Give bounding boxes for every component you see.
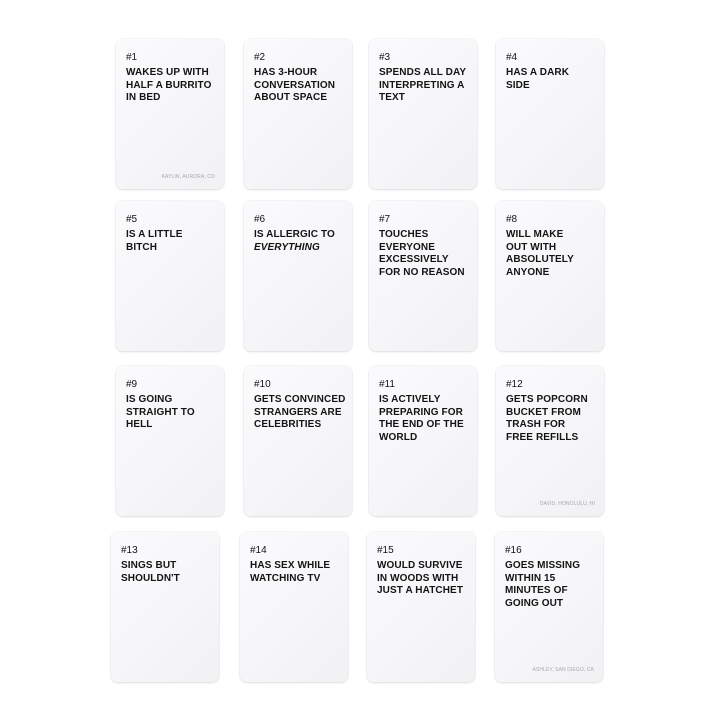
card-credit: DAVID, HONOLULU, HI — [539, 501, 595, 507]
card-number: #3 — [379, 52, 391, 63]
card-1[interactable] — [116, 39, 224, 189]
card-text: HAS 3-HOUR CONVERSATION ABOUT SPACE — [254, 67, 336, 104]
card-text: HAS A DARK SIDE — [506, 67, 570, 91]
card-number: #9 — [126, 379, 138, 390]
card-14[interactable] — [240, 532, 348, 682]
card-number: #12 — [506, 379, 523, 390]
card-5[interactable] — [116, 201, 224, 351]
card-text — [254, 229, 342, 254]
card-2[interactable] — [244, 39, 352, 189]
card-7[interactable] — [369, 201, 477, 351]
card-8[interactable] — [496, 201, 604, 351]
card-number: #14 — [250, 545, 267, 556]
card-text: IS GOING STRAIGHT TO HELL — [126, 394, 195, 431]
card-9[interactable] — [116, 366, 224, 516]
card-number: #4 — [506, 52, 518, 63]
card-number: #10 — [254, 379, 271, 390]
card-number: #6 — [254, 214, 266, 225]
card-10[interactable] — [244, 366, 352, 516]
card-number: #11 — [379, 379, 395, 390]
card-12[interactable] — [496, 366, 604, 516]
card-text: GETS CONVINCED STRANGERS ARE CELEBRITIES — [254, 394, 346, 431]
card-text-main: IS ALLERGIC TO — [254, 229, 335, 240]
card-number: #2 — [254, 52, 266, 63]
card-text-emphasis: EVERYTHING — [254, 241, 320, 253]
card-number: #1 — [126, 52, 138, 63]
card-text: IS ACTIVELY PREPARING FOR THE END OF THE WORLD — [379, 394, 464, 443]
card-number: #8 — [506, 214, 518, 225]
card-text: HAS SEX WHILE WATCHING TV — [250, 560, 331, 584]
card-credit: KAYLIN, AURORA, CO — [161, 174, 215, 180]
card-number: #15 — [377, 545, 394, 556]
card-number: #7 — [379, 214, 391, 225]
card-15[interactable] — [367, 532, 475, 682]
card-text: SPENDS ALL DAY INTERPRETING A TEXT — [379, 67, 466, 104]
card-6[interactable] — [244, 201, 352, 351]
card-credit: ASHLEY, SAN DIEGO, CA — [532, 667, 594, 673]
card-text: WOULD SURVIVE IN WOODS WITH JUST A HATCHET — [377, 560, 464, 597]
card-16[interactable] — [495, 532, 603, 682]
card-text: WAKES UP WITH HALF A BURRITO IN BED — [126, 67, 212, 104]
card-13[interactable] — [111, 532, 219, 682]
card-text: GETS POPCORN BUCKET FROM TRASH FOR FREE REFILLS — [506, 394, 588, 443]
card-number: #16 — [505, 545, 522, 556]
card-text: SINGS BUT SHOULDN'T — [121, 560, 180, 584]
card-text: IS A LITTLE BITCH — [126, 229, 183, 253]
card-4[interactable] — [496, 39, 604, 189]
card-text: WILL MAKE OUT WITH ABSOLUTELY ANYONE — [506, 229, 574, 278]
card-text: TOUCHES EVERYONE EXCESSIVELY FOR NO REASON — [379, 229, 465, 278]
card-3[interactable] — [369, 39, 477, 189]
card-11[interactable] — [369, 366, 477, 516]
card-number: #13 — [121, 545, 138, 556]
card-text: GOES MISSING WITHIN 15 MINUTES OF GOING OUT — [505, 560, 581, 609]
card-number: #5 — [126, 214, 138, 225]
